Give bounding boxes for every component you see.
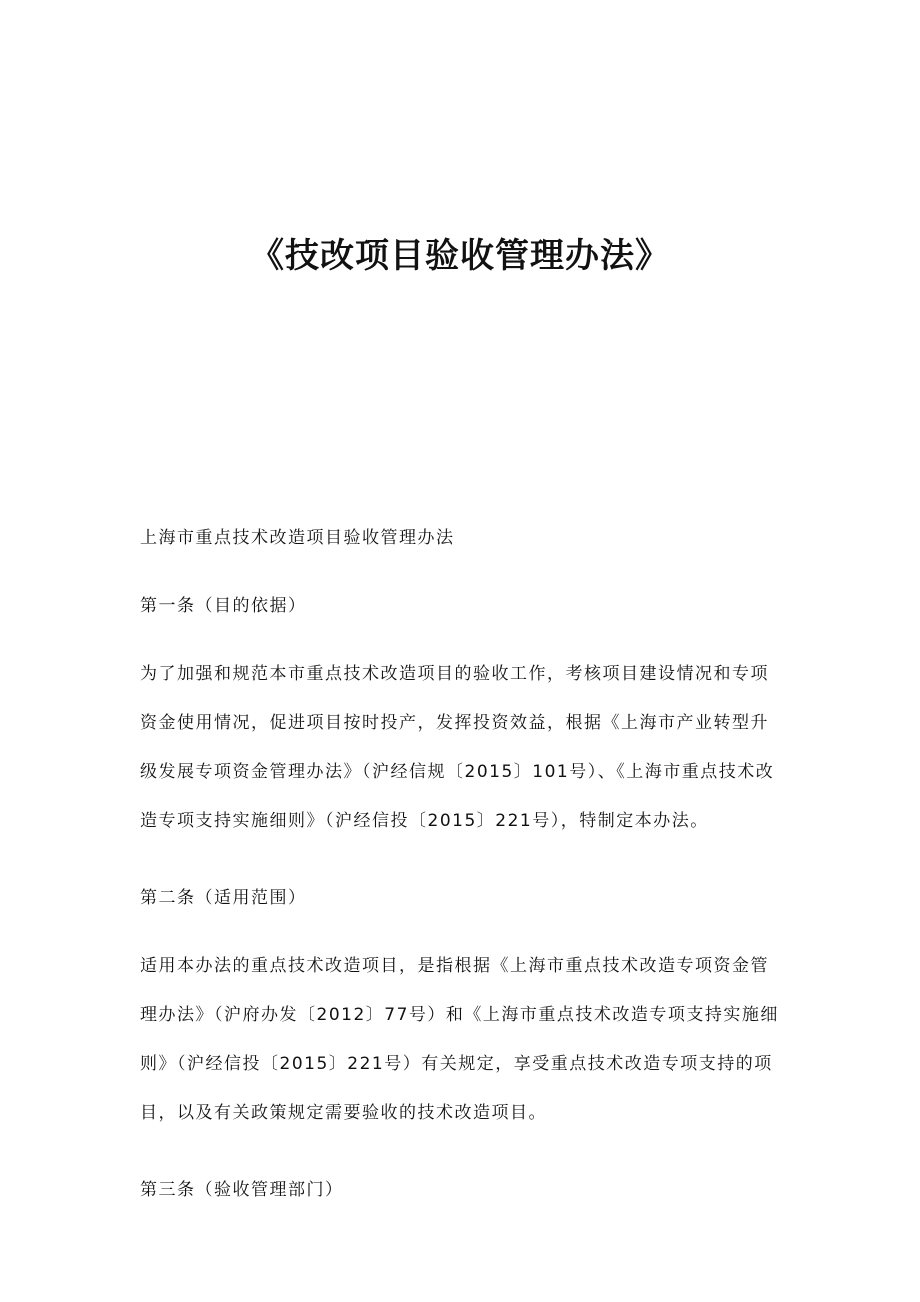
document-body: [140, 522, 780, 1242]
document-subtitle: 上海市重点技术改造项目验收管理办法: [140, 528, 455, 548]
article-1-body: 为了加强和规范本市重点技术改造项目的验收工作，考核项目建设情况和专项资金使用情况，促进项目按时投产，发挥投资效益，根据《上海市产业转型升级发展专项资金管理办法》（沪经信规〔2015〕101号）、《上海市重点技术改造专项支持实施细则》（沪经信投〔2015〕221号），特制定本办法。: [140, 664, 775, 831]
article-2-body: 适用本办法的重点技术改造项目，是指根据《上海市重点技术改造专项资金管理办法》（沪府办发〔2012〕77号）和《上海市重点技术改造专项支持实施细则》（沪经信投〔2015〕221号）有关规定，享受重点技术改造专项支持的项目，以及有关政策规定需要验收的技术改造项目。: [140, 956, 779, 1123]
article-2-heading: 第二条（适用范围）: [140, 888, 307, 908]
document-title: 《技改项目验收管理办法》: [250, 236, 670, 276]
article-3-heading: 第三条（验收管理部门）: [140, 1180, 344, 1200]
article-1-heading: 第一条（目的依据）: [140, 596, 307, 616]
